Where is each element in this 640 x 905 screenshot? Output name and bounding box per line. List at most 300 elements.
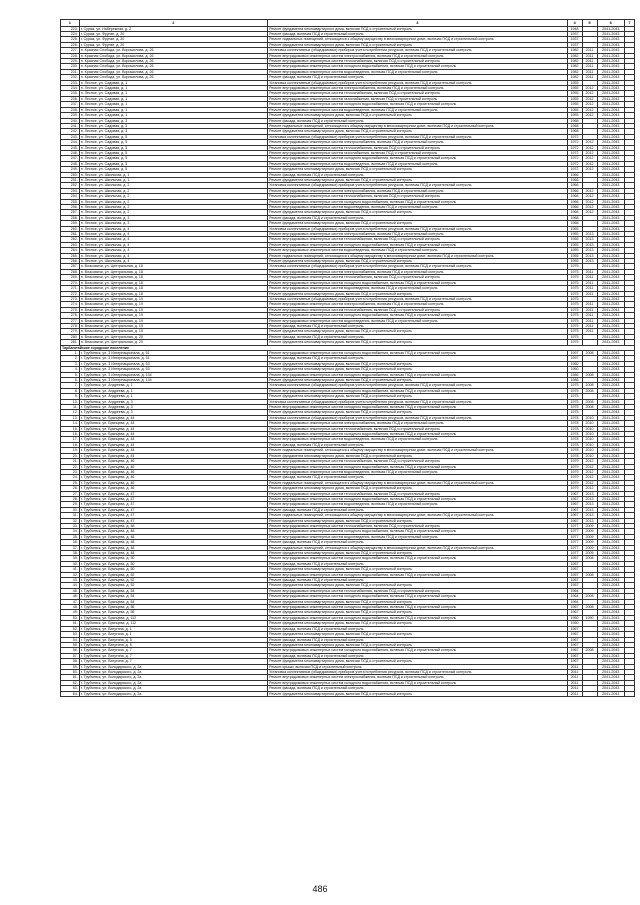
row-number: 265.: [61, 253, 80, 258]
planned-period-cell: 2041-2043: [597, 340, 624, 345]
address-cell: г. Трубчевск, ул. Володарского, д. 2а: [79, 686, 267, 691]
planned-period-cell: 2041-2043: [597, 648, 624, 653]
row-number: 52.: [61, 626, 80, 631]
build-year-cell: 1975: [567, 264, 582, 269]
address-cell: п. Красная Слобода, ул. Ворошилова, д. 26: [79, 53, 267, 58]
row-number: 28.: [61, 496, 80, 501]
address-cell: п. Красная Слобода, ул. Ворошилова, д. 26: [79, 69, 267, 74]
work-type-cell: Ремонт фасада, включая ПСД и строительный контроль: [268, 475, 567, 480]
work-type-cell: Ремонт внутридомовых инженерных систем теплоснабжения, включая ПСД и строительный контроль: [268, 59, 567, 64]
planned-period-cell: 2041-2043: [597, 578, 624, 583]
row-number: 267.: [61, 264, 80, 269]
work-type-cell: Ремонт фундамента многоквартирного дома, включая ПСД и строительный контроль: [268, 129, 567, 134]
repair-year-cell: 2010: [582, 437, 597, 442]
planned-period-cell: 2041-2043: [597, 561, 624, 566]
planned-period-cell: 2041-2043: [597, 350, 624, 355]
address-cell: п. Власовичи, ул. Центральная, д. 20: [79, 340, 267, 345]
planned-period-cell: 2041-2043: [597, 329, 624, 334]
address-cell: п. Лесное, ул. Садовая, д. 1: [79, 91, 267, 96]
address-cell: г. Трубчевск, ул. Андреева, д. 1: [79, 383, 267, 388]
address-cell: г. Трубчевск, ул. Ватутина, д. 7: [79, 653, 267, 658]
build-year-cell: 1978: [567, 442, 582, 447]
work-type-cell: Ремонт фундамента многоквартирного дома, включая ПСД и строительный контроль: [268, 642, 567, 647]
row-number: 9.: [61, 394, 80, 399]
repair-year-cell: 2010: [582, 421, 597, 426]
build-year-cell: 1957: [567, 583, 582, 588]
row-number: 58.: [61, 659, 80, 664]
build-year-cell: 1975: [567, 399, 582, 404]
planned-period-cell: 2041-2043: [597, 183, 624, 188]
row-number: 13.: [61, 415, 80, 420]
repair-year-cell: 2011: [582, 59, 597, 64]
table-body-section-a: [61, 26, 635, 345]
build-year-cell: 1955: [567, 96, 582, 101]
address-cell: г. Трубчевск, ул. Володарского, д. 2а: [79, 691, 267, 696]
row-number: 6.: [61, 378, 80, 383]
row-number: 245.: [61, 145, 80, 150]
build-year-cell: 1977: [567, 529, 582, 534]
repair-year-cell: 2012: [582, 145, 597, 150]
build-year-cell: 1979: [567, 459, 582, 464]
build-year-cell: 1982: [567, 59, 582, 64]
build-year-cell: 1955: [567, 226, 582, 231]
header-cell: 6: [597, 20, 624, 27]
row-number: 266.: [61, 259, 80, 264]
build-year-cell: 1977: [567, 545, 582, 550]
repair-year-cell: 2012: [582, 486, 597, 491]
repair-year-cell: 2011: [582, 64, 597, 69]
address-cell: г. Трубчевск, ул. Брянцева, д. 46: [79, 475, 267, 480]
address-cell: г. Трубчевск, ул. Брянцева, д. 48: [79, 523, 267, 528]
repair-year-cell: 2008: [582, 648, 597, 653]
build-year-cell: 1997: [567, 350, 582, 355]
repair-year-cell: 2008: [582, 399, 597, 404]
row-number: 25.: [61, 480, 80, 485]
address-cell: г. Трубчевск, ул. Брянцева, д. 48: [79, 540, 267, 545]
planned-period-cell: 2041-2043: [597, 307, 624, 312]
address-cell: г. Трубчевск, ул. Брянцева, д. 48: [79, 545, 267, 550]
planned-period-cell: 2041-2043: [597, 669, 624, 674]
planned-period-cell: 2041-2043: [597, 102, 624, 107]
row-number: 238.: [61, 107, 80, 112]
row-number: 7.: [61, 383, 80, 388]
repair-year-cell: 2013: [582, 518, 597, 523]
work-type-cell: Ремонт внутридомовых инженерных систем холодного водоснабжения, включая ПСД и строительный контроль: [268, 372, 567, 377]
work-type-cell: Ремонт внутридомовых инженерных систем водоотведения, включая ПСД и строительный контроль: [268, 437, 567, 442]
planned-period-cell: 2041-2043: [597, 664, 624, 669]
row-number: 11.: [61, 405, 80, 410]
repair-year-cell: 2011: [582, 318, 597, 323]
work-type-cell: Ремонт внутридомовых инженерных систем электроснабжения, включая ПСД и строительный контроль: [268, 188, 567, 193]
row-number: 250.: [61, 172, 80, 177]
repair-year-cell: 2011: [582, 269, 597, 274]
repair-year-cell: 2009: [582, 529, 597, 534]
work-type-cell: Ремонт внутридомовых инженерных систем холодного водоснабжения, включая ПСД и строительный контроль: [268, 199, 567, 204]
repair-year-cell: 2013: [582, 253, 597, 258]
repair-year-cell: 2009: [582, 523, 597, 528]
address-cell: г. Трубчевск, ул. Володарского, д. 2а: [79, 680, 267, 685]
work-type-cell: Ремонт фундамента многоквартирного дома, включая ПСД и строительный контроль: [268, 621, 567, 626]
build-year-cell: 1972: [567, 150, 582, 155]
build-year-cell: 1972: [567, 145, 582, 150]
build-year-cell: 1975: [567, 280, 582, 285]
repair-year-cell: 2008: [582, 605, 597, 610]
row-number: 45.: [61, 588, 80, 593]
work-type-cell: Ремонт фундамента многоквартирного дома, включая ПСД и строительный контроль: [268, 367, 567, 372]
repair-year-cell: 2011: [582, 69, 597, 74]
repair-year-cell: 2009: [582, 534, 597, 539]
row-number: 40.: [61, 561, 80, 566]
address-cell: г. Сураж, ул. Фрунзе, д. 20: [79, 37, 267, 42]
planned-period-cell: 2041-2043: [597, 210, 624, 215]
address-cell: г. Сураж, ул. Фрунзе, д. 20: [79, 32, 267, 37]
work-type-cell: Ремонт внутридомовых инженерных систем холодного водоснабжения, включая ПСД и строительный контроль: [268, 313, 567, 318]
planned-period-cell: 2041-2043: [597, 64, 624, 69]
repair-year-cell: 2013: [582, 507, 597, 512]
planned-period-cell: 2041-2043: [597, 388, 624, 393]
address-cell: п. Лесное, ул. Садовая, д. 5: [79, 167, 267, 172]
address-cell: п. Лесное, ул. Садовая, д. 3: [79, 129, 267, 134]
address-cell: п. Лесное, ул. Школьная, д. 1: [79, 177, 267, 182]
row-number: 239.: [61, 113, 80, 118]
build-year-cell: 1977: [567, 534, 582, 539]
work-type-cell: Ремонт фасада, включая ПСД и строительный контроль: [268, 507, 567, 512]
work-type-cell: Ремонт фундамента многоквартирного дома, включая ПСД и строительный контроль: [268, 583, 567, 588]
address-cell: п. Лесное, ул. Школьная, д. 4: [79, 242, 267, 247]
planned-period-cell: 2041-2043: [597, 594, 624, 599]
planned-period-cell: 2041-2043: [597, 415, 624, 420]
planned-period-cell: 2041-2043: [597, 496, 624, 501]
planned-period-cell: 2041-2043: [597, 605, 624, 610]
planned-period-cell: 2041-2043: [597, 426, 624, 431]
planned-period-cell: 2041-2043: [597, 588, 624, 593]
repair-year-cell: 2012: [582, 156, 597, 161]
build-year-cell: 1967: [567, 507, 582, 512]
planned-period-cell: 2041-2043: [597, 237, 624, 242]
work-type-cell: Ремонт внутридомовых инженерных систем теплоснабжения, включая ПСД и строительный контроль: [268, 307, 567, 312]
address-cell: п. Власовичи, ул. Центральная, д. 18: [79, 280, 267, 285]
work-type-cell: Ремонт фундамента многоквартирного дома, включая ПСД и строительный контроль: [268, 113, 567, 118]
row-number: 264.: [61, 248, 80, 253]
build-year-cell: 2011: [567, 669, 582, 674]
address-cell: г. Трубчевск, ул. Брянцева, д. 52: [79, 578, 267, 583]
planned-period-cell: 2041-2043: [597, 653, 624, 658]
build-year-cell: 1982: [567, 48, 582, 53]
address-cell: п. Лесное, ул. Школьная, д. 4: [79, 259, 267, 264]
address-cell: г. Трубчевск, ул. Брянцева, д. 48: [79, 529, 267, 534]
planned-period-cell: 2041-2043: [597, 161, 624, 166]
work-type-cell: Ремонт фундамента многоквартирного дома, включая ПСД и строительный контроль: [268, 26, 567, 31]
repair-year-cell: 2011: [582, 48, 597, 53]
repair-year-cell: 2012: [582, 480, 597, 485]
work-type-cell: Ремонт внутридомовых инженерных систем холодного водоснабжения, включая ПСД и строительный контроль: [268, 615, 567, 620]
row-number: 56.: [61, 648, 80, 653]
work-type-cell: Ремонт фундамента многоквартирного дома, включая ПСД и строительный контроль: [268, 210, 567, 215]
work-type-cell: Ремонт фундамента многоквартирного дома, включая ПСД и строительный контроль: [268, 518, 567, 523]
repair-year-cell: 2012: [582, 464, 597, 469]
build-year-cell: 1967: [567, 648, 582, 653]
address-cell: п. Лесное, ул. Школьная, д. 2: [79, 205, 267, 210]
section-heading: Тарбагатайское городское поселение: [61, 345, 635, 350]
build-year-cell: 1967: [567, 605, 582, 610]
work-type-cell: Ремонт внутридомовых инженерных систем электроснабжения, включая ПСД и строительный контроль: [268, 53, 567, 58]
build-year-cell: 1957: [567, 561, 582, 566]
repair-year-cell: 2011: [582, 323, 597, 328]
work-type-cell: Ремонт внутридомовых инженерных систем холодного водоснабжения, включая ПСД и строительный контроль: [268, 605, 567, 610]
repair-year-cell: 2013: [582, 513, 597, 518]
build-year-cell: 1986: [567, 372, 582, 377]
work-type-cell: Ремонт фасада, включая ПСД и строительный контроль: [268, 637, 567, 642]
planned-period-cell: 2041-2043: [597, 221, 624, 226]
repair-year-cell: 2013: [582, 491, 597, 496]
build-year-cell: 1975: [567, 405, 582, 410]
planned-period-cell: 2041-2043: [597, 599, 624, 604]
address-cell: г. Сураж, ул. Фрунзе, д. 20: [79, 42, 267, 47]
build-year-cell: 1955: [567, 253, 582, 258]
build-year-cell: 1968: [567, 123, 582, 128]
address-cell: п. Лесное, ул. Садовая, д. 1: [79, 113, 267, 118]
work-type-cell: Ремонт внутридомовых инженерных систем теплоснабжения, включая ПСД и строительный контроль: [268, 523, 567, 528]
build-year-cell: 2011: [567, 675, 582, 680]
work-type-cell: Ремонт фундамента многоквартирного дома, включая ПСД и строительный контроль: [268, 177, 567, 182]
address-cell: г. Трубчевск, ул. Брянцева, д. 44: [79, 453, 267, 458]
planned-period-cell: 2041-2043: [597, 615, 624, 620]
work-type-cell: Ремонт внутридомовых инженерных систем теплоснабжения, включая ПСД и строительный контроль: [268, 426, 567, 431]
build-year-cell: 1960: [567, 361, 582, 366]
row-number: 37.: [61, 545, 80, 550]
work-type-cell: Ремонт внутридомовых инженерных систем электроснабжения, включая ПСД и строительный контроль: [268, 675, 567, 680]
planned-period-cell: 2041-2043: [597, 313, 624, 318]
planned-period-cell: 2041-2043: [597, 491, 624, 496]
work-type-cell: Установка коллективных (общедомовых) приборов учета потребления ресурсов, включая ПСД и строительный контроль: [268, 296, 567, 301]
work-type-cell: Ремонт подвальных помещений, относящихся к общему имуществу в многоквартирном доме, включая ПСД и строительный контроль: [268, 448, 567, 453]
row-number: 46.: [61, 594, 80, 599]
work-type-cell: Ремонт фасада, включая ПСД и строительный контроль: [268, 561, 567, 566]
planned-period-cell: 2041-2043: [597, 475, 624, 480]
row-number: 262.: [61, 237, 80, 242]
build-year-cell: 1967: [567, 626, 582, 631]
work-type-cell: Ремонт внутридомовых инженерных систем холодного водоснабжения, включая ПСД и строительный контроль: [268, 388, 567, 393]
repair-year-cell: 2011: [582, 280, 597, 285]
address-cell: п. Красная Слобода, ул. Ворошилова, д. 26: [79, 64, 267, 69]
work-type-cell: Ремонт внутридомовых инженерных систем холодного водоснабжения, включая ПСД и строительный контроль: [268, 572, 567, 577]
repair-year-cell: 2012: [582, 161, 597, 166]
planned-period-cell: 2041-2043: [597, 621, 624, 626]
build-year-cell: 2011: [567, 686, 582, 691]
work-type-cell: Установка коллективных (общедомовых) приборов учета потребления ресурсов, включая ПСД и строительный контроль: [268, 399, 567, 404]
address-cell: п. Лесное, ул. Садовая, д. 5: [79, 145, 267, 150]
planned-period-cell: 2041-2043: [597, 480, 624, 485]
work-type-cell: Ремонт фасада, включая ПСД и строительный контроль: [268, 626, 567, 631]
work-type-cell: Ремонт внутридомовых инженерных систем теплоснабжения, включая ПСД и строительный контроль: [268, 491, 567, 496]
planned-period-cell: 2041-2043: [597, 172, 624, 177]
planned-period-cell: 2041-2043: [597, 502, 624, 507]
row-number: 18.: [61, 442, 80, 447]
build-year-cell: 1955: [567, 107, 582, 112]
planned-period-cell: 2041-2043: [597, 156, 624, 161]
build-year-cell: 1975: [567, 286, 582, 291]
address-cell: п. Власовичи, ул. Центральная, д. 20: [79, 334, 267, 339]
row-number: 8.: [61, 388, 80, 393]
work-type-cell: Установка коллективных (общедомовых) приборов учета потребления ресурсов, включая ПСД и строительный контроль: [268, 669, 567, 674]
address-cell: г. Трубчевск, ул. Брянцева, д. 44: [79, 432, 267, 437]
work-type-cell: Ремонт внутридомовых инженерных систем водоотведения, включая ПСД и строительный контроль: [268, 107, 567, 112]
row-number: 277.: [61, 318, 80, 323]
planned-period-cell: 2041-2043: [597, 259, 624, 264]
build-year-cell: 1950: [567, 615, 582, 620]
planned-period-cell: 2041-2043: [597, 405, 624, 410]
repair-year-cell: 2010: [582, 448, 597, 453]
address-cell: г. Трубчевск, ул. Володарского, д. 2а: [79, 669, 267, 674]
repair-year-cell: 2012: [582, 188, 597, 193]
build-year-cell: 1968: [567, 129, 582, 134]
work-type-cell: Ремонт фундамента многоквартирного дома, включая ПСД и строительный контроль: [268, 410, 567, 415]
build-year-cell: 1975: [567, 275, 582, 280]
planned-period-cell: 2041-2043: [597, 680, 624, 685]
planned-period-cell: 2041-2043: [597, 523, 624, 528]
address-cell: п. Власовичи, ул. Центральная, д. 19: [79, 307, 267, 312]
build-year-cell: 1966: [567, 205, 582, 210]
address-cell: п. Лесное, ул. Садовая, д. 1: [79, 86, 267, 91]
planned-period-cell: 2041-2043: [597, 194, 624, 199]
address-cell: г. Сураж, ул. Набережная, д. 2: [79, 26, 267, 31]
build-year-cell: 1978: [567, 448, 582, 453]
planned-period-cell: 2041-2043: [597, 53, 624, 58]
address-cell: п. Лесное, ул. Садовая, д. 5: [79, 150, 267, 155]
planned-period-cell: 2041-2043: [597, 567, 624, 572]
row-number: 234.: [61, 86, 80, 91]
build-year-cell: 1957: [567, 556, 582, 561]
row-number: 246.: [61, 150, 80, 155]
address-cell: г. Трубчевск, ул. Брянцева, д. 112: [79, 615, 267, 620]
repair-year-cell: 2011: [582, 275, 597, 280]
planned-period-cell: 2041-2043: [597, 367, 624, 372]
address-cell: п. Власовичи, ул. Центральная, д. 19: [79, 323, 267, 328]
row-number: 240.: [61, 118, 80, 123]
build-year-cell: 1972: [567, 167, 582, 172]
build-year-cell: 1975: [567, 329, 582, 334]
planned-period-cell: 2041-2043: [597, 286, 624, 291]
address-cell: г. Трубчевск, ул. Брянцева, д. 44: [79, 442, 267, 447]
build-year-cell: 1967: [567, 610, 582, 615]
planned-period-cell: 2041-2043: [597, 356, 624, 361]
repair-year-cell: 2009: [582, 545, 597, 550]
row-number: 54.: [61, 637, 80, 642]
work-type-cell: Ремонт внутридомовых инженерных систем холодного водоснабжения, включая ПСД и строительный контроль: [268, 64, 567, 69]
work-type-cell: Ремонт фундамента многоквартирного дома, включая ПСД и строительный контроль: [268, 394, 567, 399]
address-cell: г. Трубчевск, ул. Ватутина, д. 5: [79, 637, 267, 642]
planned-period-cell: 2041-2043: [597, 302, 624, 307]
address-cell: г. Трубчевск, ул. 3 Интернационала, д. 134: [79, 372, 267, 377]
row-number: 47.: [61, 599, 80, 604]
row-number: 271.: [61, 286, 80, 291]
row-number: 2.: [61, 356, 80, 361]
build-year-cell: 1968: [567, 118, 582, 123]
work-type-cell: Установка коллективных (общедомовых) приборов учета потребления ресурсов, включая ПСД и строительный контроль: [268, 183, 567, 188]
repair-year-cell: 2010: [582, 432, 597, 437]
repair-year-cell: [582, 691, 597, 696]
row-number: 276.: [61, 313, 80, 318]
address-cell: п. Власовичи, ул. Центральная, д. 18: [79, 264, 267, 269]
address-cell: п. Красная Слобода, ул. Ворошилова, д. 26: [79, 48, 267, 53]
row-number: 257.: [61, 210, 80, 215]
build-year-cell: 1977: [567, 523, 582, 528]
row-number: 228.: [61, 53, 80, 58]
build-year-cell: 1955: [567, 237, 582, 242]
row-number: 242.: [61, 129, 80, 134]
row-number: 231.: [61, 69, 80, 74]
work-type-cell: Ремонт внутридомовых инженерных систем газоснабжения, включая ПСД и строительный контроль: [268, 96, 567, 101]
planned-period-cell: 2041-2043: [597, 167, 624, 172]
build-year-cell: 1937: [567, 42, 582, 47]
planned-period-cell: 2041-2043: [597, 572, 624, 577]
build-year-cell: 1979: [567, 486, 582, 491]
work-type-cell: Ремонт внутридомовых инженерных систем водоотведения, включая ПСД и строительный контроль: [268, 318, 567, 323]
address-cell: г. Трубчевск, ул. Брянцева, д. 52: [79, 572, 267, 577]
repair-year-cell: 2012: [582, 469, 597, 474]
build-year-cell: 1967: [567, 637, 582, 642]
address-cell: п. Лесное, ул. Школьная, д. 2: [79, 188, 267, 193]
build-year-cell: 1967: [567, 491, 582, 496]
work-type-cell: Ремонт фундамента многоквартирного дома, включая ПСД и строительный контроль: [268, 551, 567, 556]
build-year-cell: 1955: [567, 242, 582, 247]
build-year-cell: 1975: [567, 410, 582, 415]
address-cell: п. Лесное, ул. Школьная, д. 4: [79, 248, 267, 253]
row-number: 254.: [61, 194, 80, 199]
build-year-cell: 1978: [567, 437, 582, 442]
build-year-cell: 1968: [567, 215, 582, 220]
address-cell: г. Трубчевск, ул. Брянцева, д. 46: [79, 464, 267, 469]
planned-period-cell: 2041-2043: [597, 507, 624, 512]
header-cell: 3: [268, 20, 567, 27]
row-number: 3.: [61, 361, 80, 366]
address-cell: г. Трубчевск, ул. Андреева, д. 1: [79, 394, 267, 399]
repair-year-cell: 2011: [582, 307, 597, 312]
row-number: 55.: [61, 642, 80, 647]
address-cell: п. Лесное, ул. Школьная, д. 3: [79, 221, 267, 226]
build-year-cell: 1957: [567, 572, 582, 577]
work-type-cell: Ремонт фасада, включая ПСД и строительный контроль: [268, 323, 567, 328]
work-type-cell: Ремонт фасада, включая ПСД и строительный контроль: [268, 442, 567, 447]
address-cell: п. Лесное, ул. Садовая, д. 3: [79, 123, 267, 128]
row-number: 274.: [61, 302, 80, 307]
row-number: 38.: [61, 551, 80, 556]
row-number: 20.: [61, 453, 80, 458]
planned-period-cell: 2041-2043: [597, 269, 624, 274]
address-cell: п. Лесное, ул. Школьная, д. 2: [79, 199, 267, 204]
work-type-cell: Ремонт внутридомовых инженерных систем водоотведения, включая ПСД и строительный контроль: [268, 205, 567, 210]
planned-period-cell: 2041-2043: [597, 486, 624, 491]
address-cell: п. Лесное, ул. Школьная, д. 2: [79, 194, 267, 199]
planned-period-cell: 2041-2043: [597, 556, 624, 561]
planned-period-cell: 2041-2043: [597, 551, 624, 556]
work-type-cell: Ремонт внутридомовых инженерных систем водоотведения, включая ПСД и строительный контроль: [268, 161, 567, 166]
build-year-cell: 1982: [567, 75, 582, 80]
row-number: 256.: [61, 205, 80, 210]
address-cell: г. Трубчевск, ул. Брянцева, д. 52: [79, 583, 267, 588]
planned-period-cell: 2041-2043: [597, 291, 624, 296]
address-cell: п. Власовичи, ул. Центральная, д. 19: [79, 318, 267, 323]
work-type-cell: Ремонт внутридомовых инженерных систем холодного водоснабжения, включая ПСД и строительный контроль: [268, 464, 567, 469]
build-year-cell: 1955: [567, 80, 582, 85]
build-year-cell: 1964: [567, 594, 582, 599]
work-type-cell: Ремонт фасада, включая ПСД и строительный контроль: [268, 215, 567, 220]
address-cell: г. Трубчевск, ул. Брянцева, д. 44: [79, 426, 267, 431]
work-type-cell: Ремонт фасада, включая ПСД и строительный контроль: [268, 334, 567, 339]
work-type-cell: Ремонт фундамента многоквартирного дома, включая ПСД и строительный контроль: [268, 691, 567, 696]
address-cell: г. Трубчевск, ул. Брянцева, д. 47: [79, 513, 267, 518]
row-number: 15.: [61, 426, 80, 431]
